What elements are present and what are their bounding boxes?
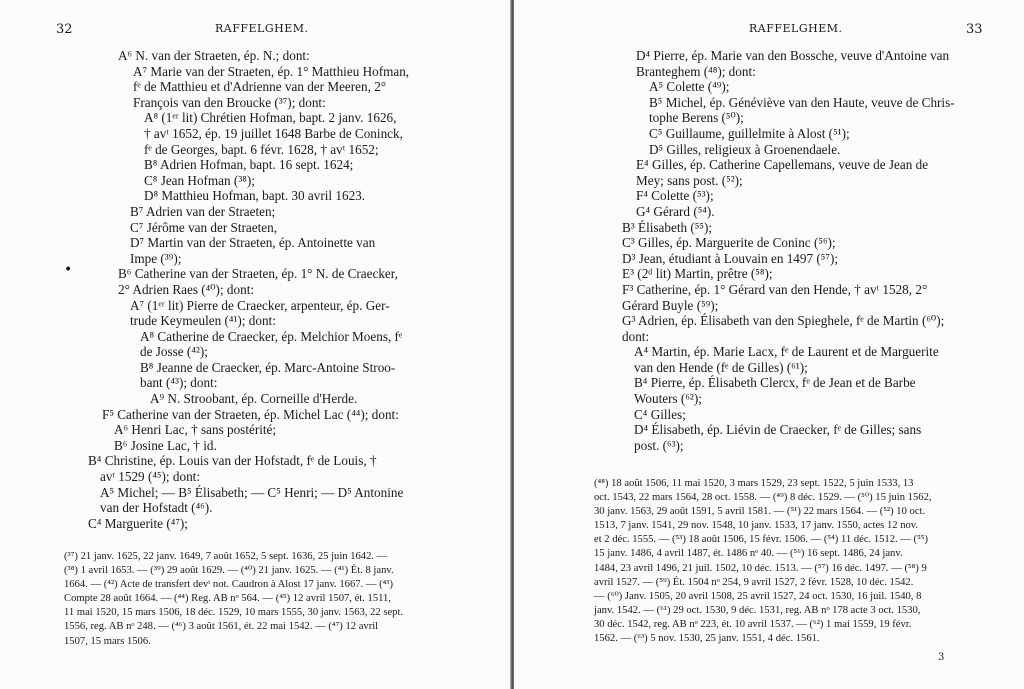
text-line: A⁵ Colette (⁴⁹); — [649, 79, 730, 95]
text-line: B⁶ Josine Lac, † id. — [114, 437, 217, 453]
text-line: C³ Gilles, ép. Marguerite de Coninc (⁵⁶); — [622, 235, 836, 251]
text-line: post. (⁶³); — [634, 437, 684, 453]
footnotes — [64, 550, 403, 649]
text-line: F⁴ Colette (⁵³); — [636, 188, 714, 204]
right-page — [514, 0, 1024, 689]
text-line: A⁶ N. van der Straeten, ép. N.; dont: — [118, 48, 310, 63]
text-line: François van den Broucke (³⁷); dont: — [133, 94, 326, 110]
page-number: 32 — [56, 22, 73, 37]
text-line: B³ Élisabeth (⁵⁵); — [622, 219, 713, 235]
text-line: E⁴ Gilles, ép. Catherine Capellemans, veuve de Jean de — [636, 157, 929, 173]
footnote-line: 30 janv. 1563, 29 août 1591, 5 avril 1581. — (⁵¹) 22 mars 1564. — (⁵²) 10 oct. — [594, 506, 926, 518]
footnote-line: 1513, 7 janv. 1541, 29 nov. 1548, 10 janv. 1533, 17 janv. 1550, actes 12 nov. — [594, 520, 919, 532]
footnote-line: 1484, 23 avril 1496, 21 juil. 1502, 10 déc. 1513. — (⁵⁷) 16 déc. 1497. — (⁵⁸) 9 — [594, 562, 927, 574]
text-line: fᵉ de Matthieu et d'Adrienne van der Meeren, 2° — [133, 79, 387, 95]
text-line: C⁴ Gilles; — [634, 406, 686, 422]
text-line: B⁶ Catherine van der Straeten, ép. 1° N. de Craecker, — [118, 266, 398, 282]
text-line: E³ (2ᵈ lit) Martin, prêtre (⁵⁸); — [622, 266, 773, 282]
text-line: C⁵ Guillaume, guillelmite à Alost (⁵¹); — [649, 125, 850, 141]
text-line: A⁶ Henri Lac, † sans postérité; — [114, 422, 277, 438]
footnote-line: 1664. — (⁴²) Acte de transfert devᵗ not. Caudron à Alost 17 janv. 1667. — (⁴³) — [64, 579, 393, 591]
text-line: van der Hofstadt (⁴⁶). — [100, 500, 213, 516]
text-line: tophe Berens (⁵⁰); — [649, 110, 744, 126]
footnote-line: et 2 déc. 1555. — (⁵³) 18 août 1506, 15 févr. 1506. — (⁵⁴) 11 déc. 1512. — (⁵⁵) — [594, 534, 928, 546]
text-line: G³ Adrien, ép. Élisabeth van den Spieghele, fᵉ de Martin (⁶⁰); — [622, 313, 945, 329]
text-line: B⁴ Pierre, ép. Élisabeth Clercx, fᵉ de Jean et de Barbe — [634, 375, 916, 391]
text-line: A⁹ N. Stroobant, ép. Corneille d'Herde. — [150, 391, 358, 407]
text-line: avᵗ 1529 (⁴⁵); dont: — [100, 469, 200, 485]
text-line: D⁴ Élisabeth, ép. Liévin de Craecker, fᵉ de Gilles; sans — [634, 422, 922, 438]
text-line: C⁴ Marguerite (⁴⁷); — [88, 515, 188, 531]
text-line: D⁷ Martin van der Straeten, ép. Antoinette van — [130, 235, 376, 251]
footnote-line: 11 mai 1520, 15 mars 1506, 18 déc. 1529, 10 mars 1555, 30 janv. 1563, 22 sept. — [64, 607, 404, 619]
text-line: Mey; sans post. (⁵²); — [636, 172, 743, 188]
text-line: 2° Adrien Raes (⁴⁰); dont: — [118, 281, 255, 297]
text-line: A⁸ (1ᵉʳ lit) Chrétien Hofman, bapt. 2 janv. 1626, — [144, 110, 397, 126]
text-line: D³ Jean, étudiant à Louvain en 1497 (⁵⁷); — [622, 250, 839, 266]
footnote-line: 30 déc. 1542, reg. AB nᵒ 223, ét. 10 avril 1537. — (⁶²) 1 mai 1559, 19 févr. — [594, 618, 912, 630]
text-line: D⁸ Matthieu Hofman, bapt. 30 avril 1623. — [144, 188, 366, 204]
text-line: C⁸ Jean Hofman (³⁸); — [144, 172, 255, 188]
text-line: Branteghem (⁴⁸); dont: — [636, 63, 756, 79]
text-line: C⁷ Jérôme van der Straeten, — [130, 219, 278, 235]
footnotes — [594, 477, 932, 646]
text-line: fᵉ de Georges, bapt. 6 févr. 1628, † avᵗ 1652; — [144, 141, 379, 157]
text-line: Gérard Buyle (⁵⁹); — [622, 297, 719, 313]
footnote-line: 15 janv. 1486, 4 avril 1487, ét. 1486 nᵒ 40. — (⁵⁶) 16 sept. 1486, 24 janv. — [594, 548, 903, 560]
footnote-line: (⁴⁸) 18 août 1506, 11 mai 1520, 3 mars 1529, 23 sept. 1522, 5 juin 1533, 13 — [594, 478, 914, 489]
text-line: B⁸ Adrien Hofman, bapt. 16 sept. 1624; — [144, 157, 354, 173]
text-line: de Josse (⁴²); — [140, 344, 208, 360]
text-line: dont: — [622, 328, 650, 344]
text-line: A⁷ (1ᵉʳ lit) Pierre de Craecker, arpenteur, ép. Ger- — [130, 297, 390, 313]
text-line: Wouters (⁶²); — [634, 391, 702, 407]
signature-mark: 3 — [938, 652, 945, 663]
footnote-line: 1562. — (⁶³) 5 nov. 1530, 25 janv. 1551, 4 déc. 1561. — [594, 633, 820, 645]
footnote-line: 1556, reg. AB nᵒ 248. — (⁴⁶) 3 août 1561, ét. 22 mai 1542. — (⁴⁷) 12 avril — [64, 621, 379, 633]
text-line: A⁸ Catherine de Craecker, ép. Melchior Moens, fᵉ — [140, 328, 403, 344]
footnote-line: (³⁸) 1 avril 1653. — (³⁹) 29 août 1629. — (⁴⁰) 21 janv. 1625. — (⁴¹) Ét. 8 janv. — [64, 565, 394, 577]
page-number: 33 — [966, 22, 983, 37]
running-header: RAFFELGHEM. — [749, 22, 843, 35]
text-line: A⁴ Martin, ép. Marie Lacx, fᵉ de Laurent et de Marguerite — [634, 344, 939, 360]
text-line: D⁴ Pierre, ép. Marie van den Bossche, veuve d'Antoine van — [636, 48, 950, 63]
text-line: Impe (³⁹); — [130, 250, 182, 266]
footnote-line: Compte 28 août 1664. — (⁴⁴) Reg. AB nᵒ 564. — (⁴⁵) 12 avril 1507, ét. 1511, — [64, 593, 391, 605]
genealogy-text — [514, 48, 955, 453]
footnote-line: avril 1527. — (⁵⁹) Ét. 1504 nᵒ 254, 9 avril 1527, 2 févr. 1528, 10 déc. 1542. — [594, 576, 914, 588]
text-line: B⁴ Christine, ép. Louis van der Hofstadt, fᵉ de Louis, † — [88, 453, 377, 469]
running-header: RAFFELGHEM. — [215, 22, 309, 35]
footnote-line: (³⁷) 21 janv. 1625, 22 janv. 1649, 7 août 1652, 5 sept. 1636, 25 juin 1642. — — [64, 551, 388, 562]
text-line: A⁷ Marie van der Straeten, ép. 1° Matthieu Hofman, — [133, 63, 410, 79]
text-line: † avᵗ 1652, ép. 19 juillet 1648 Barbe de Coninck, — [144, 125, 403, 141]
text-line: D⁵ Gilles, religieux à Groenendaele. — [649, 141, 841, 157]
footnote-line: oct. 1543, 22 mars 1564, 28 oct. 1558. — (⁴⁹) 8 déc. 1529. — (⁵⁰) 15 juin 1562, — [594, 492, 932, 504]
text-line: bant (⁴³); dont: — [140, 375, 218, 391]
genealogy-text — [0, 48, 409, 531]
margin-bullet: • — [64, 262, 73, 278]
footnote-line: — (⁶⁰) Janv. 1505, 20 avril 1508, 25 avril 1527, 24 oct. 1530, 16 juil. 1540, 8 — [594, 590, 922, 602]
footnote-line: 1507, 15 mars 1506. — [64, 635, 151, 647]
text-line: G⁴ Gérard (⁵⁴). — [636, 203, 715, 219]
text-line: F³ Catherine, ép. 1° Gérard van den Hende, † avᵗ 1528, 2° — [622, 281, 928, 297]
text-line: van den Hende (fᵉ de Gilles) (⁶¹); — [634, 359, 808, 375]
text-line: trude Keymeulen (⁴¹); dont: — [130, 313, 276, 329]
text-line: B⁵ Michel, ép. Généviève van den Haute, veuve de Chris- — [649, 94, 955, 110]
text-line: A⁵ Michel; — B⁵ Élisabeth; — C⁵ Henri; — D⁵ Antonine — [100, 484, 404, 500]
text-line: F⁵ Catherine van der Straeten, ép. Michel Lac (⁴⁴); dont: — [102, 406, 399, 422]
footnote-line: janv. 1542. — (⁶¹) 29 oct. 1530, 9 déc. 1531, reg. AB nᵒ 178 acte 3 oct. 1530, — [594, 604, 921, 616]
text-line: B⁸ Jeanne de Craecker, ép. Marc-Antoine Stroo- — [140, 359, 396, 375]
text-line: B⁷ Adrien van der Straeten; — [130, 203, 276, 219]
